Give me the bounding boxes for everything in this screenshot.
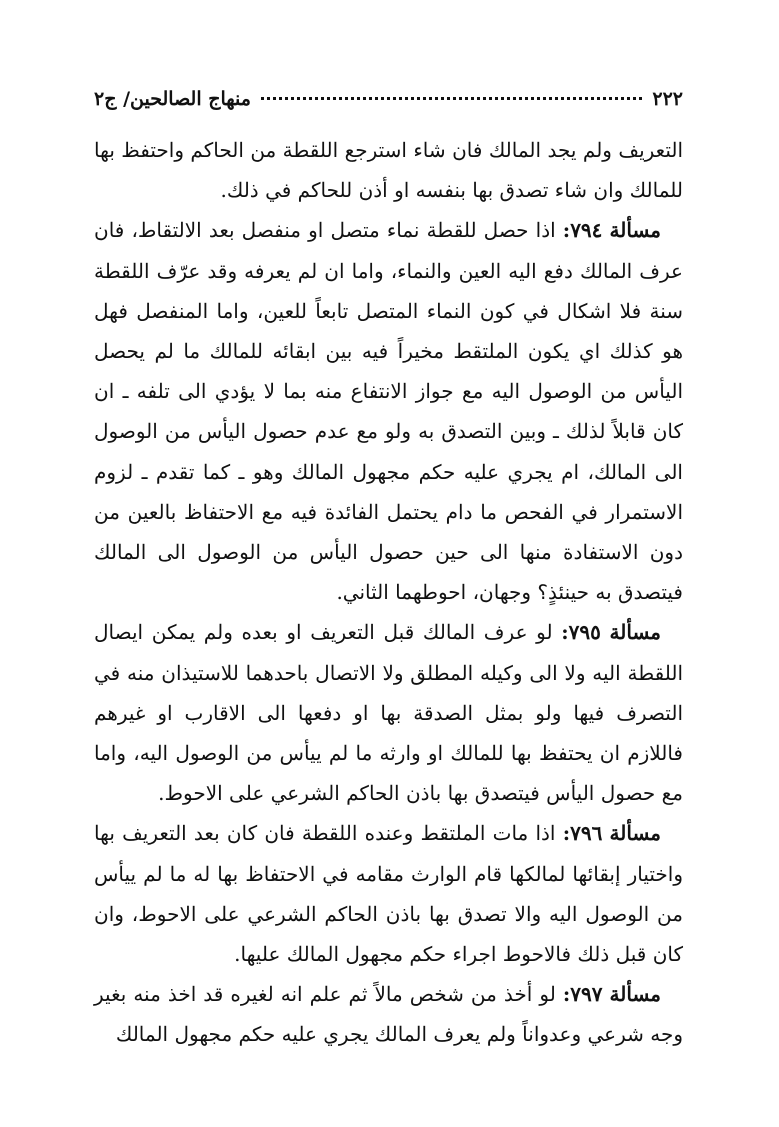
page-header <box>94 88 683 122</box>
issue-label: مسألة <box>609 620 661 645</box>
issue-797 <box>94 974 683 1054</box>
paragraph-text: لو أخذ من شخص مالاً ثم علم انه لغيره قد اخذ منه بغير وجه شرعي وعدواناً ولم يعرف المالك يجري عليه حكم مجهول المالك <box>94 982 683 1047</box>
issue-label: مسألة <box>609 821 662 846</box>
issue-label: مسألة <box>609 982 661 1007</box>
issue-795 <box>94 612 683 813</box>
issue-number: ٧٩٦: <box>562 821 603 846</box>
page-number: ٢٢٢ <box>652 88 683 110</box>
book-title: منهاج الصالحين/ ج٢ <box>94 88 251 110</box>
paragraph-text: لو عرف المالك قبل التعريف او بعده ولم يمكن ايصال اللقطة اليه ولا الى وكيله المطلق ولا الاتصال باحدهما للاستيذان منه في التصرف فيها ولو بمثل الصدقة بها او دفعها الى الاقارب او غيرهم فاللازم ان يحتفظ بها للمالك او وارثه ما لم ييأس من الوصول اليه، واما مع حصول اليأس فيتصدق بها باذن الحاكم الشرعي على الاحوط. <box>94 620 683 806</box>
paragraph-text: التعريف ولم يجد المالك فان شاء استرجع اللقطة من الحاكم واحتفظ بها للمالك وان شاء تصدق بها بنفسه او أذن للحاكم في ذلك. <box>94 138 683 203</box>
paragraph-text: اذا مات الملتقط وعنده اللقطة فان كان بعد التعريف بها واختيار إبقائها لمالكها قام الوارث مقامه في الاحتفاظ بها له ما لم ييأس من الوصول اليه والا تصدق بها باذن الحاكم الشرعي على الاحوط، وان كان قبل ذلك فالاحوط اجراء حكم مجهول المالك عليها. <box>94 821 683 967</box>
paragraph-continuation <box>94 130 683 210</box>
issue-796 <box>94 813 683 974</box>
issue-number: ٧٩٤: <box>562 218 603 243</box>
issue-label: مسألة <box>609 218 662 243</box>
paragraph-text: اذا حصل للقطة نماء متصل او منفصل بعد الالتقاط، فان عرف المالك دفع اليه العين والنماء، واما ان لم يعرفه وقد عرّف اللقطة سنة فلا اشكال في كون النماء المتصل تابعاً للعين، واما المنفصل فهل هو كذلك اي يكون الملتقط مخيراً فيه بين ابقائه للمالك ما لم يحصل اليأس من الوصول اليه مع جواز الانتفاع منه بما لا يؤدي الى تلفه ـ ان كان قابلاً لذلك ـ وبين التصدق به ولو مع عدم حصول اليأس من الوصول الى المالك، ام يجري عليه حكم مجهول المالك وهو ـ كما تقدم ـ لزوم الاستمرار في الفحص ما دام يحتمل الفائدة فيه مع الاحتفاظ بالعين من دون الاستفادة منها الى حين حصول اليأس من الوصول الى المالك فيتصدق به حينئذٍ؟ وجهان، احوطهما الثاني. <box>94 218 683 605</box>
header-dotted-leader <box>261 97 642 100</box>
issue-number: ٧٩٧: <box>562 982 603 1007</box>
issue-number: ٧٩٥: <box>561 620 601 645</box>
body-text <box>94 130 683 1055</box>
issue-794 <box>94 210 683 612</box>
